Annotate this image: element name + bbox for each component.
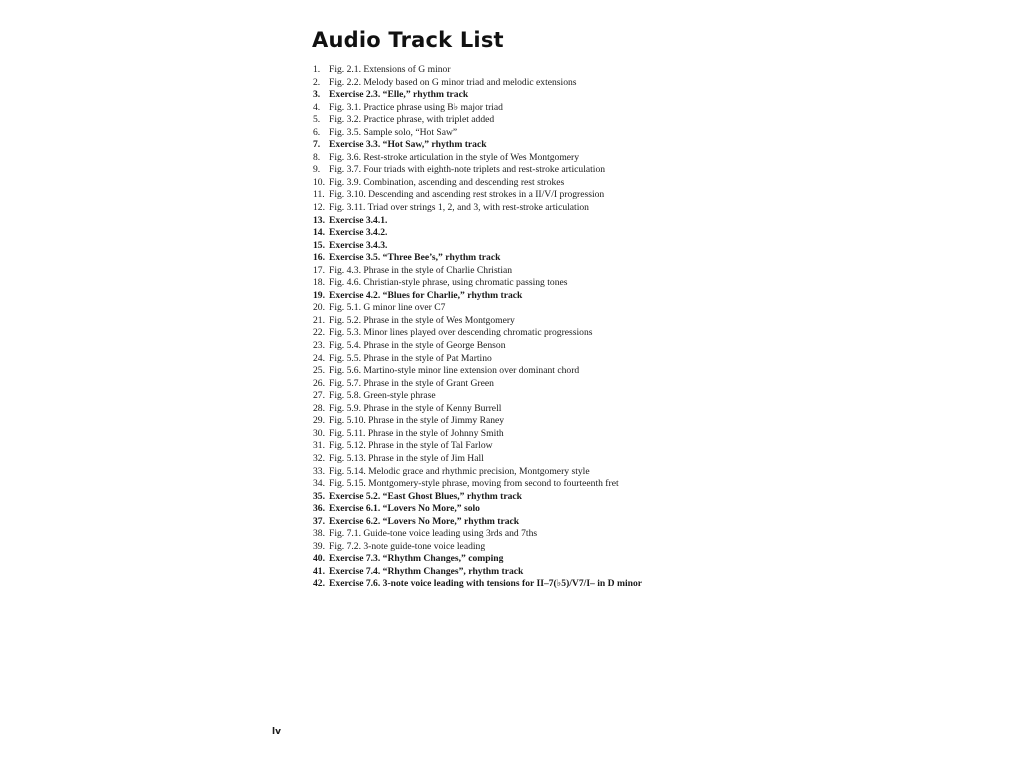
track-number: 22. [313,327,325,339]
track-number: 35. [313,490,325,502]
track-item [313,164,642,177]
track-number: 14. [313,227,325,239]
track-number: 36. [313,503,325,515]
track-number: 40. [313,553,325,565]
track-title: Fig. 3.10. Descending and ascending rest strokes in a II/V/I progression [329,189,605,201]
track-number: 42. [313,578,325,590]
track-item [313,528,642,541]
track-item [313,102,642,115]
track-item [313,340,642,353]
track-title: Fig. 5.14. Melodic grace and rhythmic precision, Montgomery style [329,465,590,477]
track-item [313,302,642,315]
track-title: Exercise 3.4.3. [329,239,388,251]
track-number: 16. [313,252,325,264]
track-item [313,578,642,591]
track-title: Fig. 5.10. Phrase in the style of Jimmy Raney [329,415,505,427]
track-number: 27. [313,390,325,402]
track-number: 19. [313,289,325,301]
track-number: 31. [313,440,325,452]
track-item [313,541,642,554]
track-number: 5. [313,114,321,126]
track-title: Fig. 4.3. Phrase in the style of Charlie Christian [329,264,513,276]
track-title: Fig. 3.11. Triad over strings 1, 2, and 3, with rest-stroke articulation [329,202,589,214]
track-title: Exercise 2.3. “Elle,” rhythm track [329,89,469,101]
track-number: 32. [313,452,325,464]
track-title: Fig. 5.8. Green-style phrase [329,390,436,402]
track-item [313,114,642,127]
track-number: 39. [313,540,325,552]
track-title: Fig. 5.7. Phrase in the style of Grant Green [329,377,494,389]
track-item [313,189,642,202]
track-item [313,327,642,340]
track-item [313,265,642,278]
track-number: 25. [313,365,325,377]
track-number: 23. [313,340,325,352]
track-number: 1. [313,64,321,75]
track-number: 28. [313,402,325,414]
track-number: 10. [313,176,325,188]
track-title: Fig. 5.5. Phrase in the style of Pat Martino [329,352,492,364]
track-number: 20. [313,302,325,314]
track-title: Fig. 5.2. Phrase in the style of Wes Montgomery [329,314,515,326]
track-title: Exercise 7.4. “Rhythm Changes”, rhythm track [329,565,524,577]
track-number: 11. [313,189,325,201]
track-item [313,478,642,491]
track-title: Exercise 3.4.2. [329,227,388,239]
track-number: 33. [313,465,325,477]
track-title: Fig. 5.1. G minor line over C7 [329,302,446,314]
track-item [313,353,642,366]
track-number: 37. [313,515,325,527]
track-title: Fig. 3.2. Practice phrase, with triplet added [329,114,495,126]
track-item [313,453,642,466]
track-item [313,390,642,403]
track-title: Fig. 5.12. Phrase in the style of Tal Farlow [329,440,493,452]
track-title: Fig. 2.1. Extensions of G minor [329,64,451,75]
track-title: Fig. 5.9. Phrase in the style of Kenny Burrell [329,402,502,414]
track-item [313,215,642,228]
track-item [313,89,642,102]
track-title: Fig. 5.13. Phrase in the style of Jim Hall [329,452,484,464]
track-number: 9. [313,164,321,176]
track-item [313,378,642,391]
track-number: 21. [313,314,325,326]
track-number: 26. [313,377,325,389]
track-title: Exercise 7.6. 3-note voice leading with tensions for II–7(♭5)/V7/I– in D minor [329,578,643,590]
track-number: 6. [313,126,321,138]
track-title: Fig. 3.1. Practice phrase using B♭ major triad [329,101,503,113]
track-title: Fig. 5.4. Phrase in the style of George Benson [329,340,506,352]
track-item [313,290,642,303]
track-title: Exercise 5.2. “East Ghost Blues,” rhythm track [329,490,523,502]
track-title: Exercise 4.2. “Blues for Charlie,” rhythm track [329,289,523,301]
track-number: 4. [313,101,321,113]
track-title: Fig. 7.1. Guide-tone voice leading using 3rds and 7ths [329,528,538,540]
track-item [313,315,642,328]
track-item [313,202,642,215]
track-title: Fig. 5.15. Montgomery-style phrase, moving from second to fourteenth fret [329,478,619,490]
track-item [313,127,642,140]
track-item [313,566,642,579]
track-title: Fig. 2.2. Melody based on G minor triad and melodic extensions [329,76,577,88]
page-number: lv [272,727,281,737]
track-item [313,365,642,378]
track-number: 2. [313,76,321,88]
track-number: 17. [313,264,325,276]
track-number: 8. [313,151,321,163]
track-item [313,227,642,240]
track-title: Fig. 5.3. Minor lines played over descending chromatic progressions [329,327,593,339]
track-title: Fig. 7.2. 3-note guide-tone voice leading [329,540,486,552]
track-title: Fig. 4.6. Christian-style phrase, using chromatic passing tones [329,277,568,289]
track-item [313,64,642,77]
track-title: Fig. 3.6. Rest-stroke articulation in the style of Wes Montgomery [329,151,580,163]
track-item [313,440,642,453]
track-item [313,177,642,190]
track-title: Fig. 3.5. Sample solo, “Hot Saw” [329,126,458,138]
track-number: 41. [313,565,325,577]
page-title: Audio Track List [312,28,504,52]
track-list [313,64,642,591]
track-title: Fig. 5.11. Phrase in the style of Johnny Smith [329,427,504,439]
track-number: 7. [313,139,321,151]
track-item [313,240,642,253]
track-number: 38. [313,528,325,540]
track-item [313,503,642,516]
track-item [313,152,642,165]
track-number: 12. [313,202,325,214]
track-item [313,466,642,479]
track-title: Fig. 3.9. Combination, ascending and descending rest strokes [329,176,565,188]
track-number: 18. [313,277,325,289]
track-title: Exercise 7.3. “Rhythm Changes,” comping [329,553,504,565]
track-item [313,277,642,290]
track-title: Fig. 5.6. Martino-style minor line extension over dominant chord [329,365,580,377]
track-number: 24. [313,352,325,364]
track-item [313,139,642,152]
track-item [313,553,642,566]
track-number: 13. [313,214,325,226]
track-number: 15. [313,239,325,251]
track-number: 34. [313,478,325,490]
track-title: Fig. 3.7. Four triads with eighth-note triplets and rest-stroke articulation [329,164,606,176]
track-number: 30. [313,427,325,439]
track-item [313,491,642,504]
track-title: Exercise 3.3. “Hot Saw,” rhythm track [329,139,487,151]
track-title: Exercise 6.2. “Lovers No More,” rhythm track [329,515,520,527]
track-number: 3. [313,89,321,101]
track-title: Exercise 3.4.1. [329,214,388,226]
track-item [313,403,642,416]
track-item [313,428,642,441]
track-item [313,415,642,428]
track-title: Exercise 6.1. “Lovers No More,” solo [329,503,480,515]
track-item [313,77,642,90]
track-item [313,516,642,529]
track-number: 29. [313,415,325,427]
track-item [313,252,642,265]
track-title: Exercise 3.5. “Three Bee’s,” rhythm track [329,252,501,264]
